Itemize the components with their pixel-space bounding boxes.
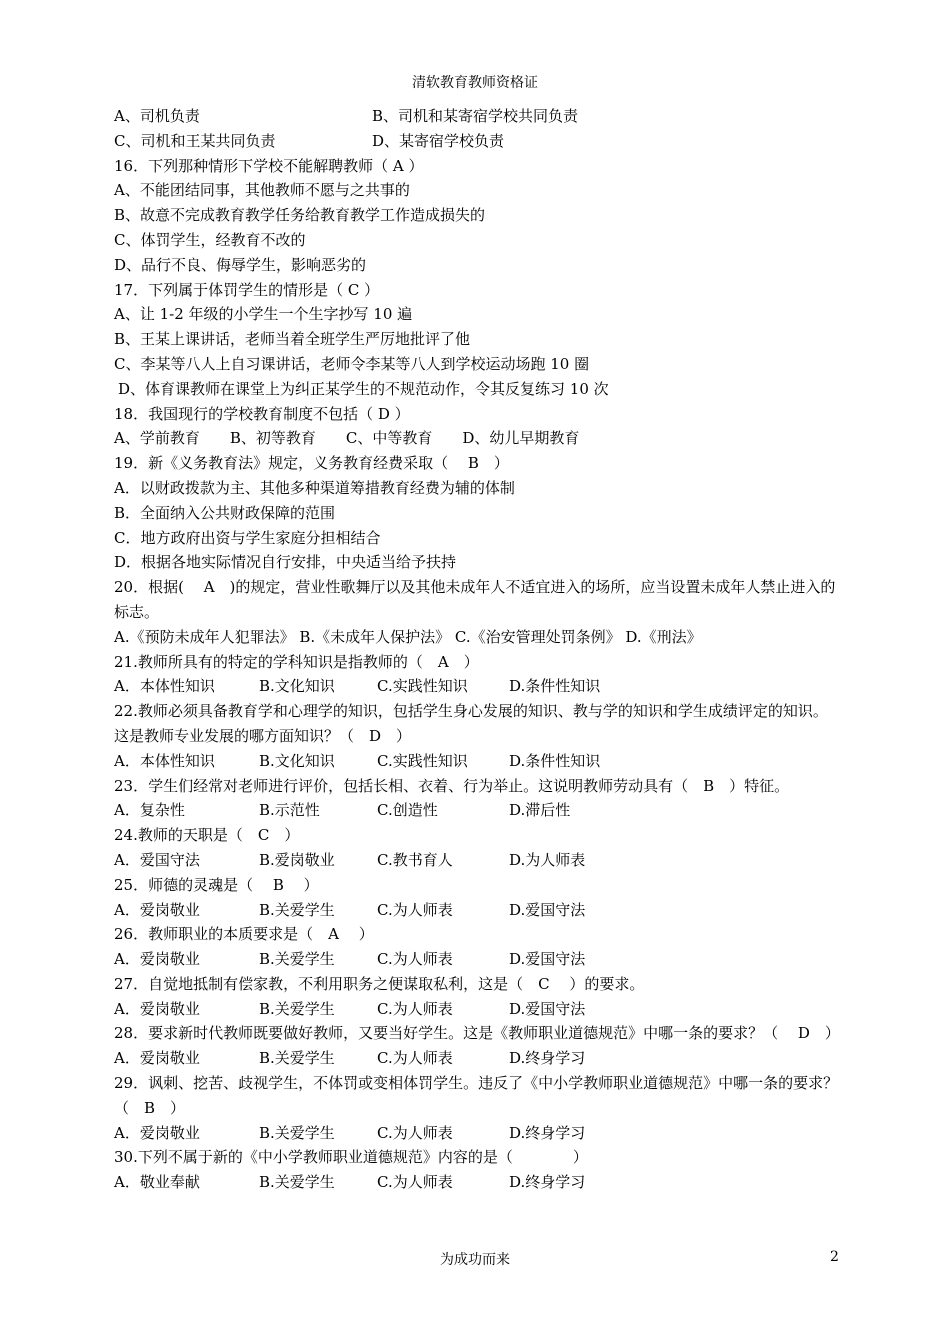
q29-options <box>114 1121 839 1146</box>
q29-option-c: C.为人师表 <box>377 1123 453 1142</box>
q24-options <box>114 848 839 873</box>
page-footer: 为成功而来 <box>440 1252 510 1268</box>
q30-option-c: C.为人师表 <box>377 1173 453 1192</box>
q30-option-b: B.关爱学生 <box>259 1173 335 1192</box>
q17-stem: 17．下列属于体罚学生的情形是（ C ） <box>114 280 380 299</box>
q25-options <box>114 898 839 923</box>
q20-options: A.《预防未成年人犯罪法》 B.《未成年人保护法》 C.《治安管理处罚条例》 D.《刑法》 <box>114 627 702 646</box>
q25-option-d: D.爱国守法 <box>509 900 586 919</box>
q22-option-c: C.实践性知识 <box>377 751 468 770</box>
q19-stem: 19．新《义务教育法》规定，义务教育经费采取（ B ） <box>114 454 509 473</box>
q22-option-b: B.文化知识 <box>259 751 335 770</box>
q26-stem: 26．教师职业的本质要求是（ A ） <box>114 925 374 944</box>
q26-option-d: D.爱国守法 <box>509 950 586 969</box>
q30-option-d: D.终身学习 <box>509 1173 586 1192</box>
q28-option-c: C.为人师表 <box>377 1049 453 1068</box>
q29-option-a: A．爱岗敬业 <box>114 1123 200 1142</box>
q24-stem: 24.教师的天职是（ C ） <box>114 826 300 845</box>
q22-stem: 22.教师必须具备教育学和心理学的知识，包括学生身心发展的知识、教与学的知识和学生成绩评定的知识。这是教师专业发展的哪方面知识？（ D ） <box>114 702 828 745</box>
q18-stem: 18．我国现行的学校教育制度不包括（ D ） <box>114 404 410 423</box>
q21-options <box>114 674 839 699</box>
q15-option-a: A、司机负责 <box>114 107 200 125</box>
q16-option-c: C、体罚学生，经教育不改的 <box>114 230 306 249</box>
q17-option-d: D、体育课教师在课堂上为纠正某学生的不规范动作，令其反复练习 10 次 <box>118 379 609 398</box>
page-number: 2 <box>830 1249 839 1265</box>
q28-options <box>114 1046 839 1071</box>
q21-option-c: C.实践性知识 <box>377 677 468 696</box>
q22-option-d: D.条件性知识 <box>509 751 601 770</box>
q18-options: A、学前教育 B、初等教育 C、中等教育 D、幼儿早期教育 <box>114 429 580 448</box>
q26-option-c: C.为人师表 <box>377 950 453 969</box>
q15-options-row2 <box>114 129 839 154</box>
q25-stem: 25．师德的灵魂是（ B ） <box>114 875 319 894</box>
q29-option-d: D.终身学习 <box>509 1123 586 1142</box>
q17-option-b: B、王某上课讲话，老师当着全班学生严厉地批评了他 <box>114 330 471 349</box>
q24-option-a: A．爱国守法 <box>114 850 200 869</box>
q16-option-b: B、故意不完成教育教学任务给教育教学工作造成损失的 <box>114 206 486 225</box>
q29-stem: 29．讽刺、挖苦、歧视学生，不体罚或变相体罚学生。违反了《中小学教师职业道德规范》中哪一条的要求？（ B ） <box>114 1074 839 1117</box>
q30-stem: 30.下列不属于新的《中小学教师职业道德规范》内容的是（ ） <box>114 1148 588 1167</box>
q16-option-d: D、品行不良、侮辱学生，影响恶劣的 <box>114 255 367 274</box>
q23-option-a: A．复杂性 <box>114 801 185 820</box>
page-header: 清软教育教师资格证 <box>412 75 538 91</box>
q28-stem: 28．要求新时代教师既要做好教师，又要当好学生。这是《教师职业道德规范》中哪一条的要求？（ D ） <box>114 1024 840 1043</box>
q24-option-d: D.为人师表 <box>509 850 586 869</box>
q21-stem: 21.教师所具有的特定的学科知识是指教师的（ A ） <box>114 652 479 671</box>
q22-options <box>114 749 839 774</box>
q27-options <box>114 997 839 1022</box>
q26-option-a: A．爱岗敬业 <box>114 950 200 969</box>
q27-option-a: A．爱岗敬业 <box>114 999 200 1018</box>
q16-option-a: A、不能团结同事，其他教师不愿与之共事的 <box>114 181 410 200</box>
q20-stem: 20．根据( A )的规定，营业性歌舞厅以及其他未成年人不适宜进入的场所，应当设置未成年人禁止进入的标志。 <box>114 578 836 621</box>
q19-option-c: C．地方政府出资与学生家庭分担相结合 <box>114 528 381 547</box>
q15-options-row1 <box>114 104 839 129</box>
q25-option-a: A．爱岗敬业 <box>114 900 200 919</box>
q21-option-a: A．本体性知识 <box>114 677 215 696</box>
question-list <box>114 104 839 1195</box>
q19-option-d: D．根据各地实际情况自行安排，中央适当给予扶持 <box>114 553 457 572</box>
q27-option-c: C.为人师表 <box>377 999 453 1018</box>
q23-option-c: C.创造性 <box>377 801 438 820</box>
q16-stem: 16．下列那种情形下学校不能解聘教师（ A ） <box>114 156 424 175</box>
q23-option-b: B.示范性 <box>259 801 320 820</box>
q15-option-d: D、某寄宿学校负责 <box>372 131 505 150</box>
q25-option-c: C.为人师表 <box>377 900 453 919</box>
q27-option-d: D.爱国守法 <box>509 999 586 1018</box>
q15-option-c: C、司机和王某共同负责 <box>114 131 276 150</box>
q21-option-d: D.条件性知识 <box>509 677 601 696</box>
q23-stem: 23．学生们经常对老师进行评价，包括长相、衣着、行为举止。这说明教师劳动具有（ B ）特征。 <box>114 776 790 795</box>
q23-options <box>114 798 839 823</box>
q30-options <box>114 1170 839 1195</box>
q17-option-c: C、李某等八人上自习课讲话，老师令李某等八人到学校运动场跑 10 圈 <box>114 354 590 373</box>
q25-option-b: B.关爱学生 <box>259 900 335 919</box>
q29-option-b: B.关爱学生 <box>259 1123 335 1142</box>
q26-options <box>114 947 839 972</box>
q24-option-b: B.爱岗敬业 <box>259 850 335 869</box>
q30-option-a: A．敬业奉献 <box>114 1173 200 1192</box>
q23-option-d: D.滞后性 <box>509 801 571 820</box>
q19-option-b: B．全面纳入公共财政保障的范围 <box>114 503 336 522</box>
q22-option-a: A．本体性知识 <box>114 751 215 770</box>
q27-option-b: B.关爱学生 <box>259 999 335 1018</box>
q24-option-c: C.教书育人 <box>377 850 453 869</box>
q17-option-a: A、让 1-2 年级的小学生一个生字抄写 10 遍 <box>114 305 413 324</box>
q28-option-a: A．爱岗敬业 <box>114 1049 200 1068</box>
q15-option-b: B、司机和某寄宿学校共同负责 <box>372 107 579 125</box>
q27-stem: 27．自觉地抵制有偿家教，不利用职务之便谋取私利，这是（ C ）的要求。 <box>114 974 645 993</box>
q28-option-b: B.关爱学生 <box>259 1049 335 1068</box>
q26-option-b: B.关爱学生 <box>259 950 335 969</box>
q21-option-b: B.文化知识 <box>259 677 335 696</box>
q28-option-d: D.终身学习 <box>509 1049 586 1068</box>
q19-option-a: A．以财政拨款为主、其他多种渠道筹措教育经费为辅的体制 <box>114 478 515 497</box>
